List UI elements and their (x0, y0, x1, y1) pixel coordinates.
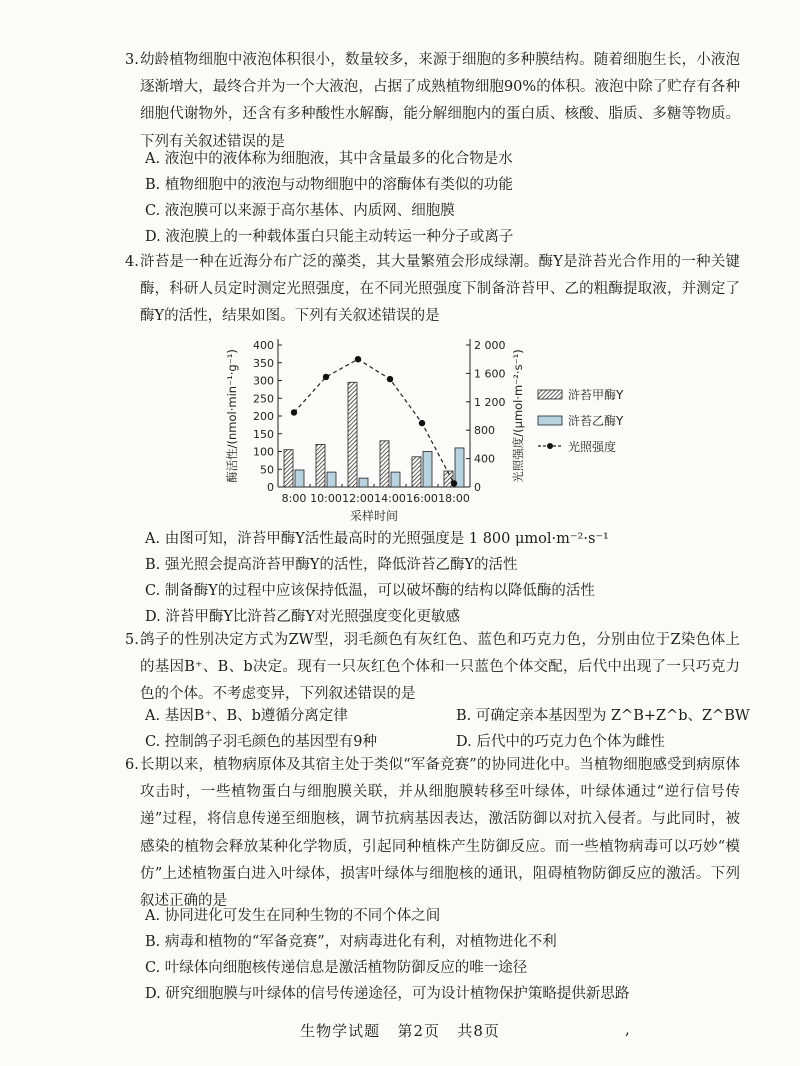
question-4-option-a: A. 由图可知，浒苔甲酶Y活性最高时的光照强度是 1 800 μmol·m⁻²·s⁻¹ (145, 531, 609, 547)
y-tick-label-left: 100 (253, 445, 274, 459)
question-3-option-b: B. 植物细胞中的液泡与动物细胞中的溶酶体有类似的功能 (145, 177, 513, 193)
bar-enzyme-jia (316, 444, 325, 487)
legend-swatch-yi (538, 416, 562, 425)
x-tick-label: 8:00 (281, 492, 307, 505)
bar-enzyme-yi (423, 452, 432, 488)
y-tick-label-left: 50 (260, 463, 274, 477)
question-5-option-a: A. 基因B⁺、B、b遵循分离定律 (145, 708, 348, 724)
bar-enzyme-jia (412, 457, 421, 487)
page-footer (0, 1020, 800, 1041)
x-tick-label: 18:00 (438, 492, 470, 505)
bar-enzyme-yi (327, 472, 336, 487)
question-text: 浒苔是一种在近海分布广泛的藻类，其大量繁殖会形成绿潮。酶Y是浒苔光合作用的一种关键酶，科研人员定时测定光照强度，在不同光照强度下制备浒苔甲、乙的粗酶提取液，并测定了酶Y的活性，结果如图。下列有关叙述错误的是 (140, 254, 740, 325)
light-intensity-point (323, 374, 329, 380)
y-tick-label-right: 0 (474, 481, 481, 494)
y-tick-label-left: 0 (267, 481, 274, 494)
question-3-stem (125, 47, 740, 156)
y-tick-label-left: 400 (253, 339, 274, 352)
question-6-stem (125, 752, 740, 915)
y-axis-label-left: 酶活性/(nmol·min⁻¹·g⁻¹) (225, 349, 239, 483)
question-3-option-d: D. 液泡膜上的一种载体蛋白只能主动转运一种分子或离子 (145, 229, 514, 245)
bar-enzyme-yi (391, 472, 400, 487)
light-intensity-point (291, 409, 297, 415)
question-number: 6. (125, 757, 139, 773)
y-tick-label-left: 350 (253, 356, 274, 370)
y-tick-label-right: 2 000 (474, 339, 506, 352)
legend-label-light: 光照强度 (568, 440, 617, 454)
footer-mark: , (625, 1020, 631, 1038)
footer-page: 第2页 (397, 1022, 440, 1040)
y-tick-label-right: 800 (474, 424, 495, 438)
y-tick-label-left: 300 (253, 374, 274, 388)
question-5-option-b: B. 可确定亲本基因型为 Z^B+Z^b、Z^BW (456, 708, 750, 724)
chart-plot (225, 339, 624, 523)
question-4-option-b: B. 强光照会提高浒苔甲酶Y的活性，降低浒苔乙酶Y的活性 (145, 557, 518, 573)
footer-subject: 生物学试题 (300, 1022, 381, 1040)
question-3-option-c: C. 液泡膜可以来源于高尔基体、内质网、细胞膜 (145, 203, 455, 219)
legend-swatch-light-dot (547, 443, 553, 449)
y-tick-label-left: 250 (253, 392, 274, 406)
question-text: 鸽子的性别决定方式为ZW型，羽毛颜色有灰红色、蓝色和巧克力色，分别由位于Z染色体上的基因B⁺、B、b决定。现有一只灰红色个体和一只蓝色个体交配，后代中出现了一只巧克力色的个体。不考虑变异，下列叙述错误的是 (140, 632, 740, 703)
footer-total: 共8页 (457, 1022, 500, 1040)
question-5-stem (125, 627, 740, 709)
x-axis-label: 采样时间 (349, 509, 399, 523)
bar-enzyme-jia (380, 441, 389, 487)
legend-label-jia: 浒苔甲酶Y (568, 388, 624, 402)
bar-enzyme-yi (295, 470, 304, 487)
question-6-option-c: C. 叶绿体向细胞核传递信息是激活植物防御反应的唯一途径 (145, 960, 528, 976)
x-tick-label: 10:00 (310, 492, 342, 505)
light-intensity-point (419, 420, 425, 426)
question-4-option-c: C. 制备酶Y的过程中应该保持低温，可以破坏酶的结构以降低酶的活性 (145, 583, 595, 599)
bar-enzyme-yi (359, 478, 368, 487)
question-5-option-c: C. 控制鸽子羽毛颜色的基因型有9种 (145, 734, 378, 750)
y-tick-label-left: 150 (253, 427, 274, 441)
y-tick-label-right: 1 600 (474, 367, 506, 381)
light-intensity-point (451, 480, 457, 486)
x-tick-label: 16:00 (406, 492, 438, 505)
light-intensity-point (355, 356, 361, 362)
question-3-option-a: A. 液泡中的液体称为细胞液，其中含量最多的化合物是水 (145, 151, 513, 167)
x-tick-label: 12:00 (342, 492, 374, 505)
question-text: 长期以来，植物病原体及其宿主处于类似“军备竞赛”的协同进化中。当植物细胞感受到病原体攻击时，一些植物蛋白与细胞膜关联，并从细胞膜转移至叶绿体，叶绿体通过“逆行信号传递”过程，将信息传递至细胞核，调节抗病基因表达，激活防御以对抗入侵者。与此同时，被感染的植物会释放某种化学物质，引起同种植株产生防御反应。而一些植物病毒可以巧妙“模仿”上述植物蛋白进入叶绿体，损害叶绿体与细胞核的通讯，阻碍植物防御反应的激活。下列叙述正确的是 (140, 757, 740, 910)
question-text: 幼龄植物细胞中液泡体积很小，数量较多，来源于细胞的多种膜结构。随着细胞生长，小液泡逐渐增大，最终合并为一个大液泡，占据了成熟植物细胞90%的体积。液泡中除了贮存有各种细胞代谢物外，还含有多种酸性水解酶，能分解细胞内的蛋白质、核酸、脂质、多糖等物质。下列有关叙述错误的是 (140, 52, 740, 150)
y-tick-label-left: 200 (253, 410, 274, 423)
question-number: 3. (125, 52, 139, 68)
light-intensity-point (387, 376, 393, 382)
question-4-option-d: D. 浒苔甲酶Y比浒苔乙酶Y对光照强度变化更敏感 (145, 609, 460, 625)
y-tick-label-right: 1 200 (474, 395, 506, 409)
bar-enzyme-jia (348, 382, 357, 487)
bar-enzyme-jia (284, 450, 293, 487)
question-6-option-a: A. 协同进化可发生在同种生物的不同个体之间 (145, 908, 441, 924)
question-4-stem (125, 249, 740, 331)
enzyme-activity-chart (220, 330, 660, 526)
bar-enzyme-yi (455, 448, 464, 487)
legend-swatch-jia (538, 390, 562, 399)
question-number: 5. (125, 632, 139, 648)
x-tick-label: 14:00 (374, 492, 406, 505)
y-axis-label-right: 光照强度/(μmol·m⁻²·s⁻¹) (511, 349, 525, 483)
y-tick-label-right: 400 (474, 452, 495, 466)
legend-label-yi: 浒苔乙酶Y (568, 414, 624, 428)
question-number: 4. (125, 254, 139, 270)
question-6-option-d: D. 研究细胞膜与叶绿体的信号传递途径，可为设计植物保护策略提供新思路 (145, 986, 630, 1002)
question-6-option-b: B. 病毒和植物的“军备竞赛”，对病毒进化有利，对植物进化不利 (145, 934, 557, 950)
question-5-option-d: D. 后代中的巧克力色个体为雌性 (456, 734, 665, 750)
